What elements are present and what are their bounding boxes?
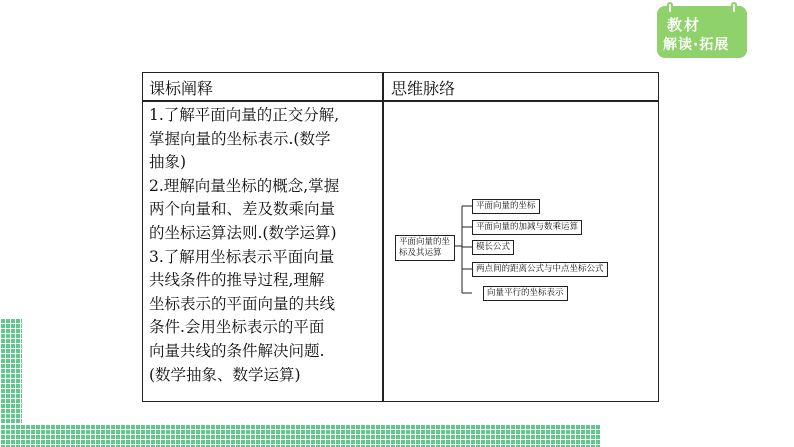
text-line: 的坐标运算法则.(数学运算) <box>149 223 337 242</box>
text-line: (数学抽象、数学运算) <box>149 365 301 384</box>
badge-line2: 解读·拓展 <box>663 37 730 53</box>
text-line: 抽象) <box>149 153 187 172</box>
mind-map <box>384 102 660 402</box>
mind-map-root: 平面向量的坐标及其运算 <box>395 235 455 261</box>
badge-hook <box>667 2 673 14</box>
text-line: 向量共线的条件解决问题. <box>149 341 325 360</box>
mind-map-branch: 向量平行的坐标表示 <box>483 286 568 301</box>
curve-mask <box>22 318 82 424</box>
header-mind-map: 思维脉络 <box>391 79 456 98</box>
text-line: 3.了解用坐标表示平面向量 <box>149 247 335 266</box>
text-line: 坐标表示的平面向量的共线 <box>149 294 336 313</box>
text-line: 掌握向量的坐标表示.(数学 <box>149 129 331 148</box>
text-line: 1.了解平面向量的正交分解, <box>149 106 340 124</box>
mind-map-branch: 平面向量的坐标 <box>472 199 540 214</box>
text-line: 两个向量和、差及数乘向量 <box>149 200 336 219</box>
mind-map-branch: 两点间的距离公式与中点坐标公式 <box>472 262 608 277</box>
text-line: 2.理解向量坐标的概念,掌握 <box>149 176 340 195</box>
mind-map-branch: 平面向量的加减与数乘运算 <box>472 220 582 235</box>
grid-decoration-bottom <box>0 424 600 447</box>
text-line: 共线条件的推导过程,理解 <box>149 271 325 290</box>
standards-text <box>149 104 381 387</box>
section-badge <box>657 6 747 58</box>
text-line: 条件.会用坐标表示的平面 <box>149 318 325 337</box>
content-table <box>142 72 659 402</box>
header-standards: 课标阐释 <box>149 79 214 98</box>
mind-map-branch: 模长公式 <box>472 240 514 255</box>
badge-hook <box>731 2 737 14</box>
badge-line1: 教材 <box>667 16 702 34</box>
